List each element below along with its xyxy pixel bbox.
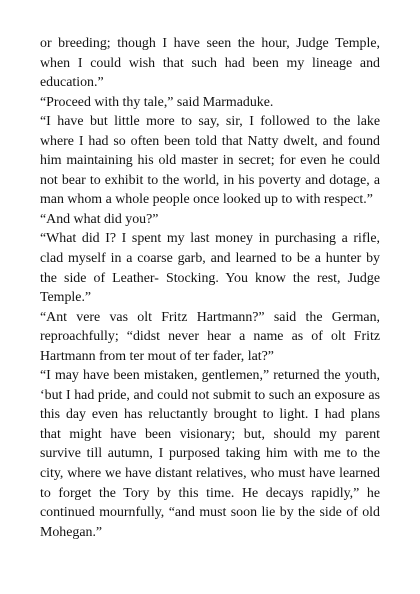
paragraph-3: “I have but little more to say, sir, I followed to the lake where I had so often been told that Natty dwelt, and found him maintaining his old master in secret; for even he could not bear to exhibit to the world, in his poverty and dotage, a man whom a whole people once looked up to with respect.” [40, 114, 380, 208]
paragraph-7: “I may have been mistaken, gentlemen,” returned the youth, ‘but I had pride, and could not submit to such an exposure as this day even has reluctantly brought to light. I had plans that might have been visionary; but, should my parent survive till autumn, I purposed taking him with me to the city, where we have distant relatives, who must have learned to forget the Tory by this time. He decays rapidly,” he continued mournfully, “and must soon lie by the side of old Mohegan.” [40, 368, 380, 540]
paragraph-2: “Proceed with thy tale,” said Marmaduke. [40, 94, 274, 110]
page-text [40, 34, 380, 542]
paragraph-4: “And what did you?” [40, 211, 159, 227]
paragraph-1: or breeding; though I have seen the hour, Judge Temple, when I could wish that such had been my lineage and education.” [40, 36, 380, 91]
paragraph-6: “Ant vere vas olt Fritz Hartmann?” said the German, reproachfully; “didst never hear a name as of olt Fritz Hartmann from ter mout of ter fader, lat?” [40, 309, 380, 364]
paragraph-5: “What did I? I spent my last money in purchasing a rifle, clad myself in a coarse garb, and learned to be a hunter by the side of Leather- Stocking. You know the rest, Judge Temple.” [40, 231, 380, 306]
